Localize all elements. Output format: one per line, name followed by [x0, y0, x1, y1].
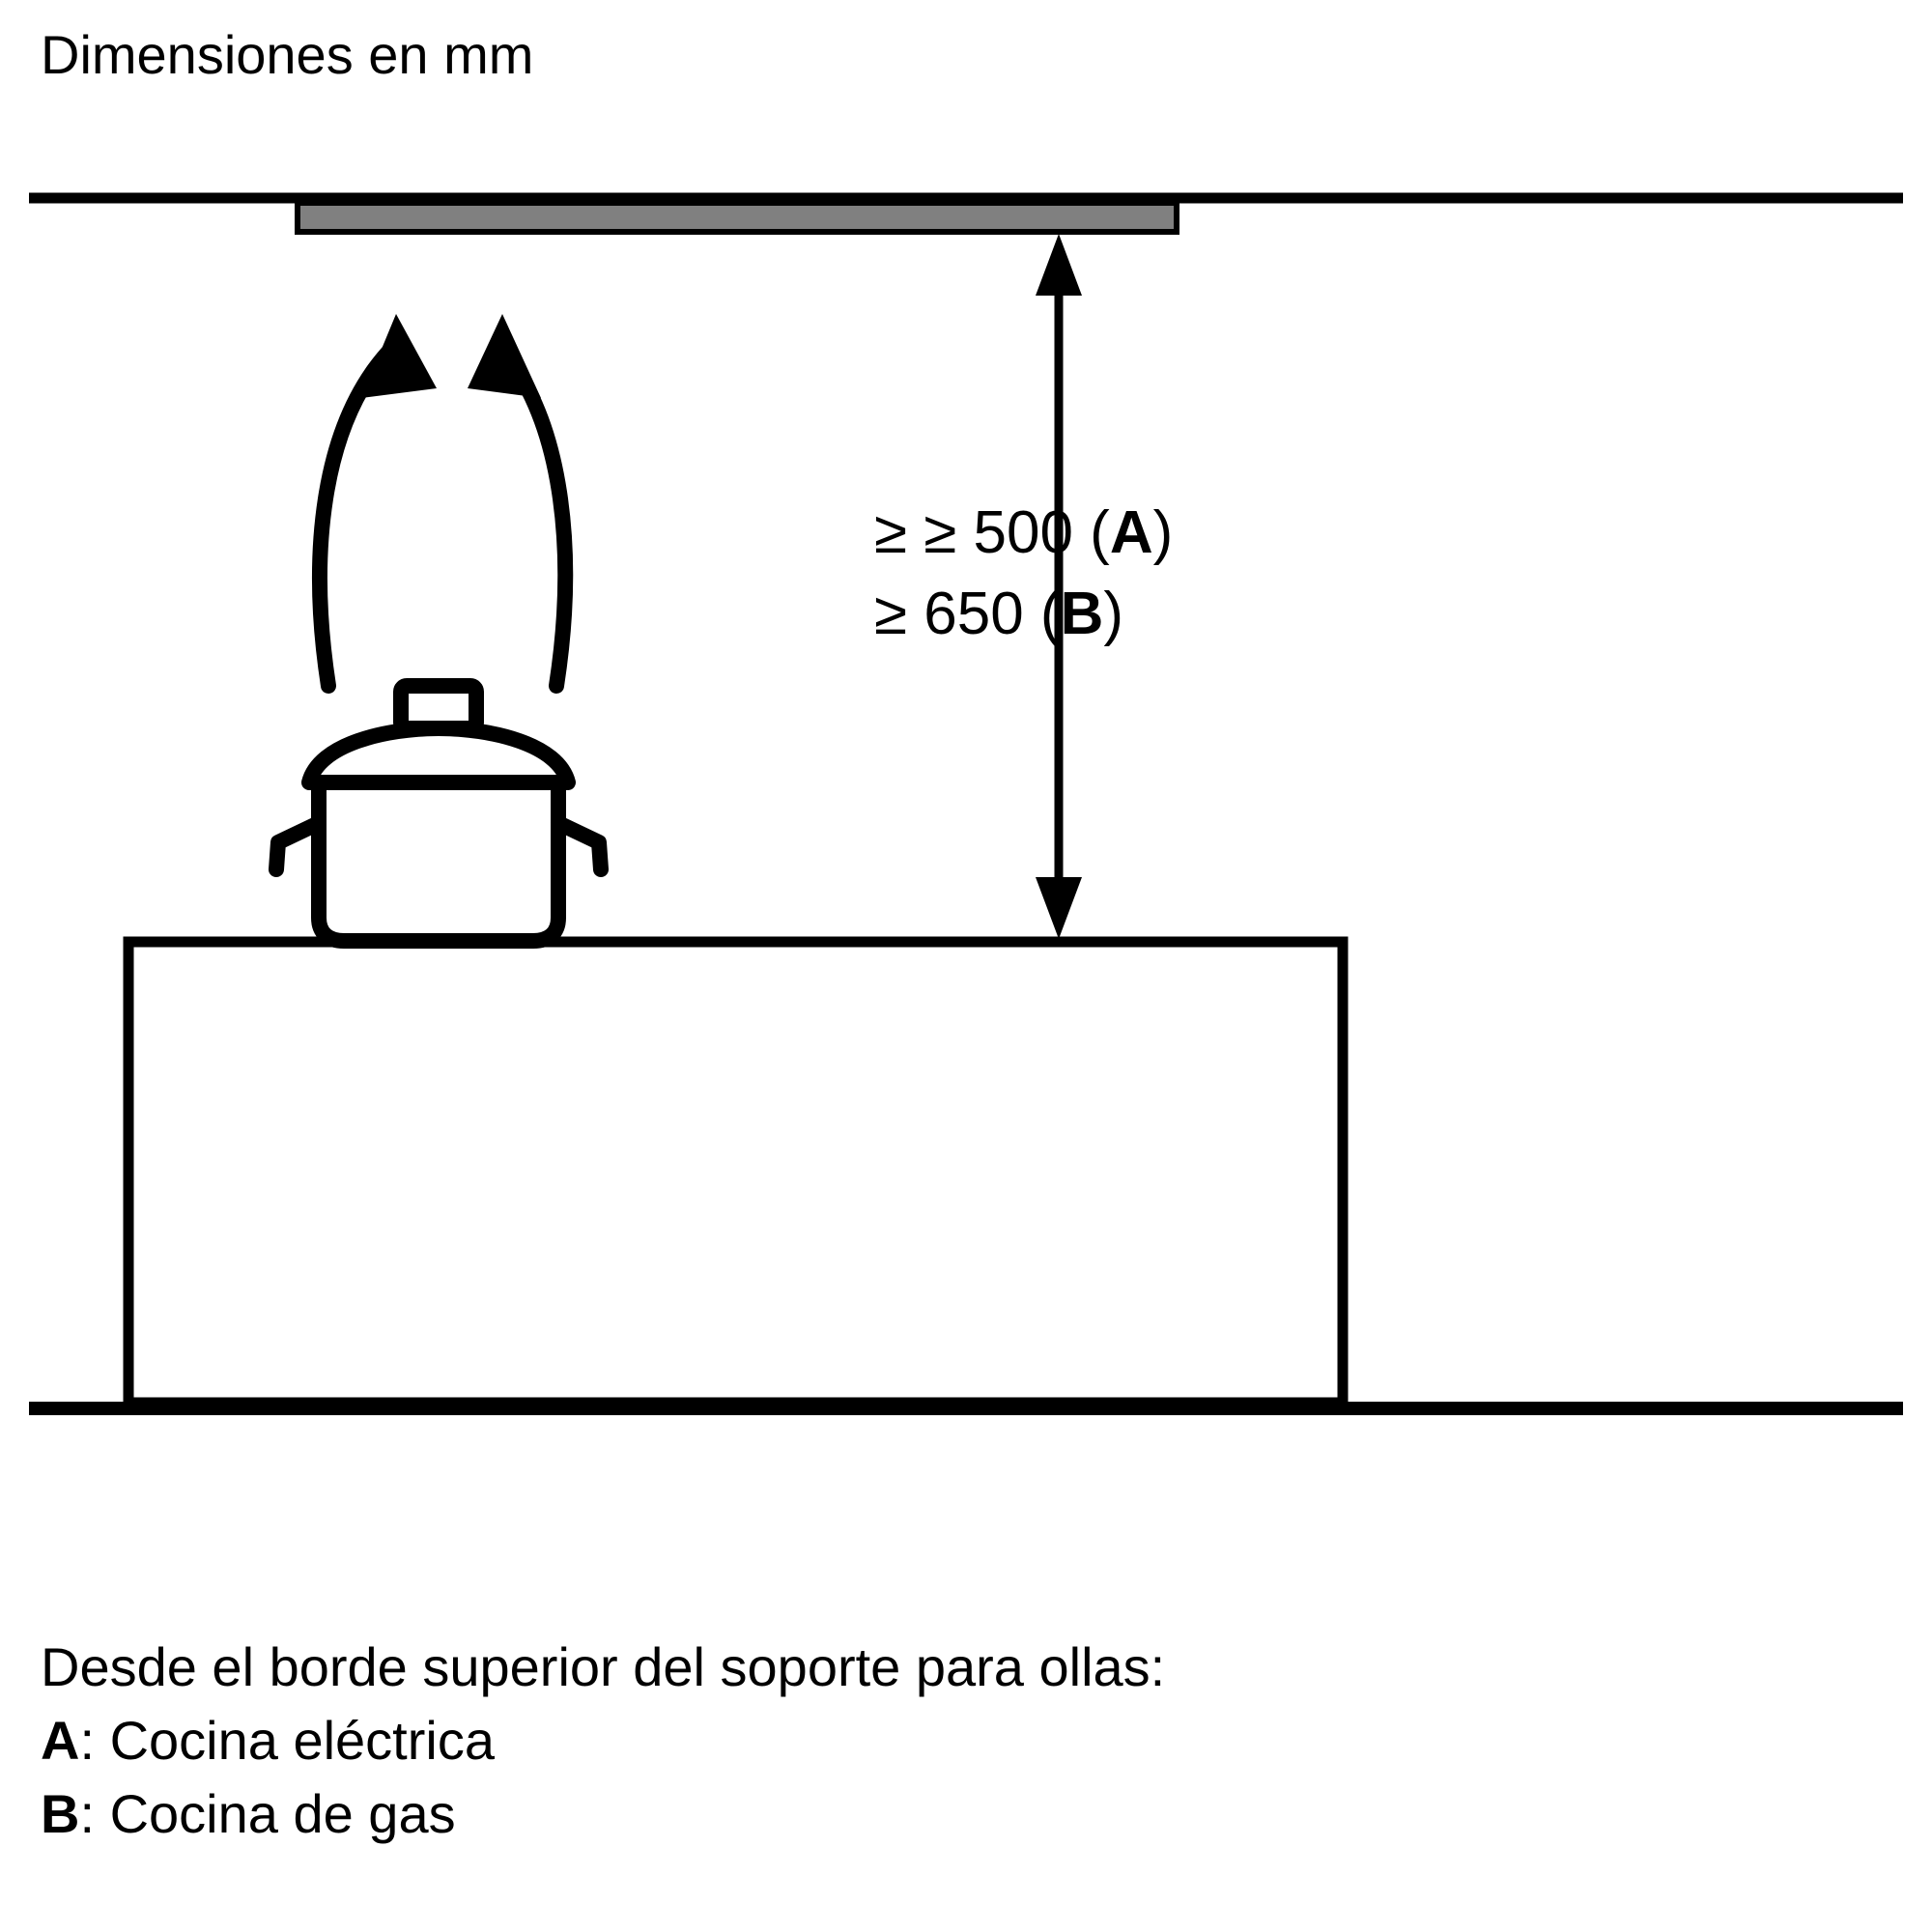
dimension-a-key: A	[1109, 499, 1153, 566]
legend-b-key: B	[41, 1783, 80, 1844]
dimension-labels	[874, 493, 1173, 655]
dimension-b-prefix: ≥ 650 (	[874, 581, 1061, 647]
installation-diagram	[0, 106, 1932, 1478]
legend-intro: Desde el borde superior del soporte para ollas:	[41, 1636, 1166, 1697]
legend-a-key: A	[41, 1710, 80, 1771]
extractor-hood	[298, 203, 1177, 232]
steam-arrows	[320, 348, 565, 686]
steam-arrow-head-right	[468, 314, 541, 398]
dimension-b-suffix: )	[1103, 581, 1124, 647]
base-cabinet	[128, 942, 1343, 1403]
dimension-a-suffix: )	[1152, 499, 1174, 566]
legend-b-text: : Cocina de gas	[79, 1783, 456, 1844]
cooking-pot	[276, 686, 601, 941]
dimension-label-b	[874, 574, 1173, 655]
steam-arrow-head-left	[361, 314, 437, 398]
page-title: Dimensiones en mm	[41, 24, 534, 85]
dimension-label-a	[874, 493, 1173, 574]
legend-a-text: : Cocina eléctrica	[79, 1710, 495, 1771]
legend	[41, 1631, 1165, 1851]
legend-item-a	[41, 1704, 1165, 1777]
legend-item-b	[41, 1777, 1165, 1851]
dimension-b-key: B	[1060, 581, 1104, 647]
dimension-a-prefix: ≥ ≥ 500 (	[874, 499, 1110, 566]
